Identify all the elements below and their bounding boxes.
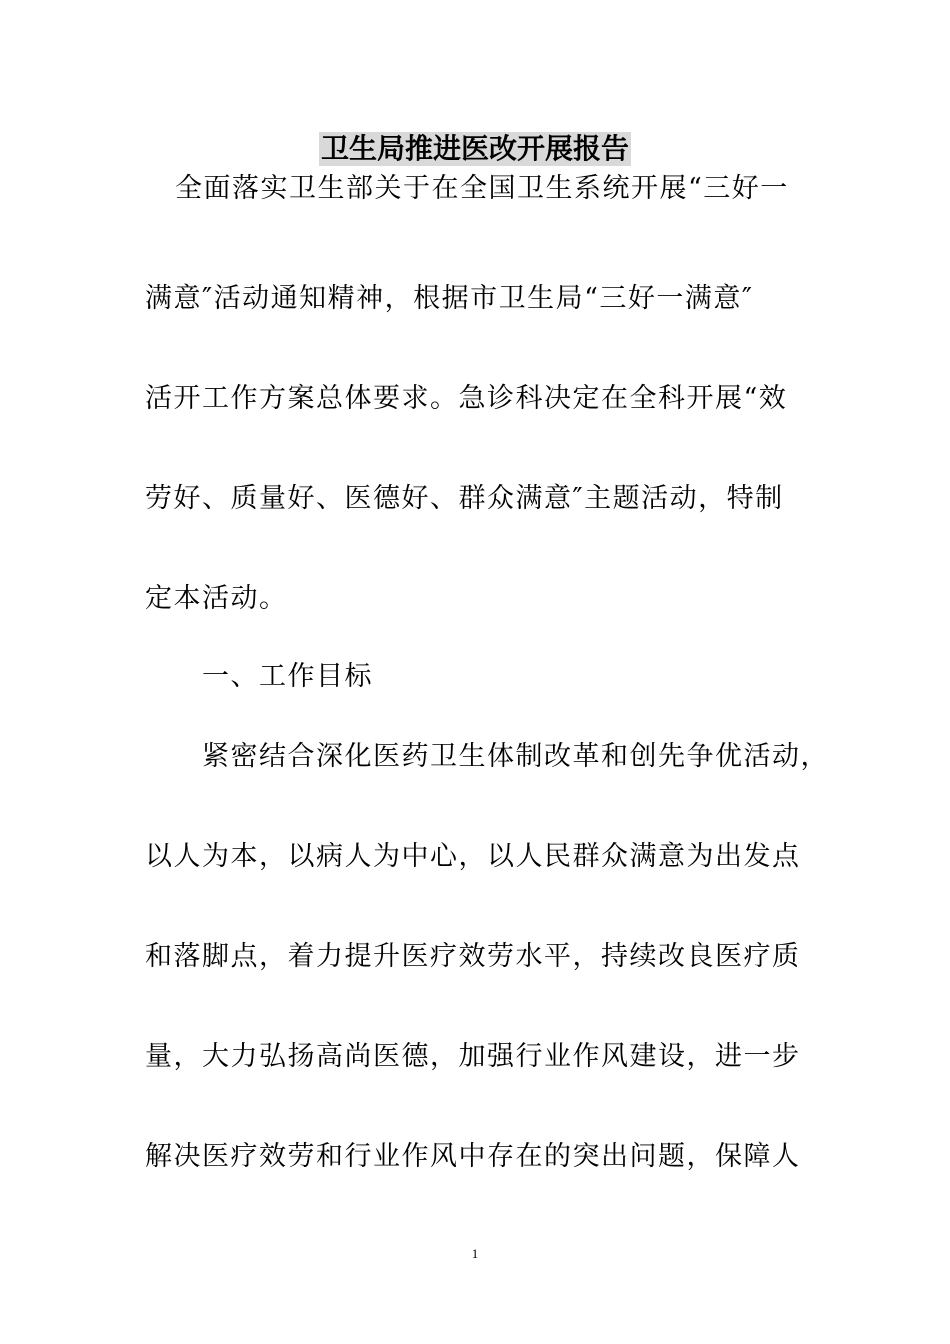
paragraph-line-7: 紧密结合深化医药卫生体制改革和创先争优活动， — [202, 741, 829, 772]
paragraph-line-2: 满意″活动通知精神，根据市卫生局“三好一满意″ — [145, 283, 754, 314]
paragraph-line-10: 量，大力弘扬高尚医德，加强行业作风建设，进一步 — [145, 1041, 801, 1072]
paragraph-line-5: 定本活动。 — [145, 583, 288, 614]
title-wrapper — [0, 132, 950, 166]
paragraph-line-8: 以人为本，以病人为中心，以人民群众满意为出发点 — [145, 841, 801, 872]
paragraph-line-1: 全面落实卫生部关于在全国卫生系统开展“三好一 — [175, 173, 789, 204]
paragraph-line-9: 和落脚点，着力提升医疗效劳水平，持续改良医疗质 — [145, 941, 801, 972]
document-title: 卫生局推进医改开展报告 — [320, 132, 629, 165]
paragraph-line-11: 解决医疗效劳和行业作风中存在的突出问题，保障人 — [145, 1141, 801, 1172]
paragraph-line-3: 活开工作方案总体要求。急诊科决定在全科开展“效 — [145, 383, 788, 414]
paragraph-line-4: 劳好、质量好、医德好、群众满意″主题活动，特制 — [145, 483, 784, 514]
section-heading: 一、工作目标 — [202, 661, 373, 692]
page-number: 1 — [471, 1246, 479, 1261]
